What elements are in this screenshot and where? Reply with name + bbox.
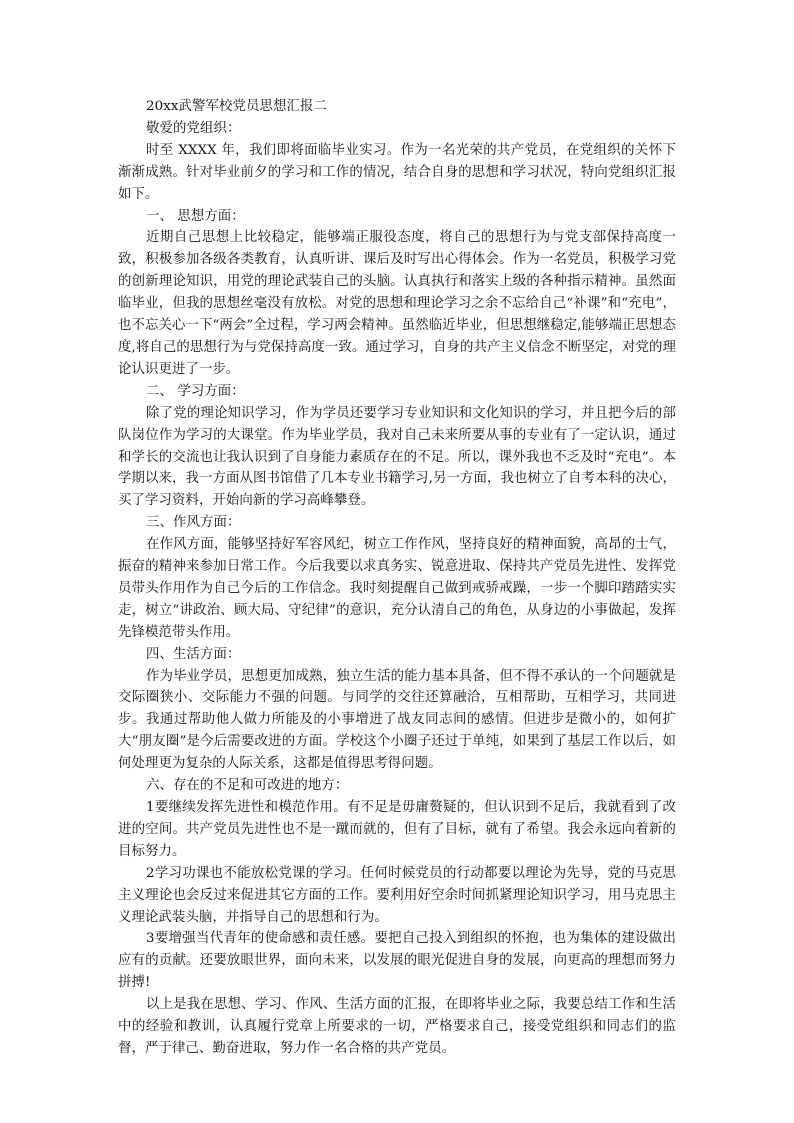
section-heading-style: 三、作风方面：: [146, 515, 241, 531]
section-heading-study: 二、 学习方面：: [146, 383, 245, 399]
section-heading-thought: 一、 思想方面：: [146, 208, 245, 224]
paragraph-point-2: 2学习功课也不能放松党课的学习。任何时候党员的行动都要以理论为先导，党的马克思主义理论也会反过来促进其它方面的工作。要利用好空余时间抓紧理论知识学习，用马克思主义理论武装头脑，并指导自己的思想和行为。: [118, 865, 676, 925]
section-heading-shortcomings: 六、存在的不足和可改进的地方：: [146, 778, 349, 794]
paragraph-life: 作为毕业学员，思想更加成熟，独立生活的能力基本具备，但不得不承认的一个问题就是交际圈狭小、交际能力不强的问题。与同学的交往还算融洽，互相帮助，互相学习，共同进步。我通过帮助他人做力所能及的小事增进了战友同志间的感情。但进步是微小的，如何扩大“朋友圈”是今后需要改进的方面。学校这个小圈子还过于单纯，如果到了基层工作以后，如何处理更为复杂的人际关系，这都是值得思考得问题。: [118, 668, 676, 772]
greeting: 敬爱的党组织：: [146, 120, 241, 136]
document-title: 20xx武警军校党员思想汇报二: [146, 99, 327, 114]
section-heading-life: 四、生活方面：: [146, 646, 241, 662]
paragraph-point-3: 3要增强当代青年的使命感和责任感。要把自己投入到组织的怀抱，也为集体的建设做出应有的贡献。还要放眼世界，面向未来，以发展的眼光促进自身的发展，向更高的理想而努力拼搏!: [118, 931, 676, 991]
paragraph-point-1: 1要继续发挥先进性和模范作用。有不足是毋庸赘疑的，但认识到不足后，我就看到了改进的空间。共产党员先进性也不是一蹴而就的，但有了目标，就有了希望。我会永远向着新的目标努力。: [118, 800, 676, 859]
paragraph-style: 在作风方面，能够坚持好军容风纪，树立工作作风，坚持良好的精神面貌，高昂的士气，振奋的精神来参加日常工作。今后我要以求真务实、锐意进取、保持共产党员先进性、发挥党员带头作用作为自己今后的工作信念。我时刻提醒自己做到戒骄戒躁，一步一个脚印踏踏实实走，树立“讲政治、顾大局、守纪律”的意识，充分认清自己的角色，从身边的小事做起，发挥先锋模范带头作用。: [118, 537, 676, 640]
paragraph-conclusion: 以上是我在思想、学习、作风、生活方面的汇报，在即将毕业之际，我要总结工作和生活中的经验和教训，认真履行党章上所要求的一切，严格要求自己，接受党组织和同志们的监督，严于律己、勤奋进取，努力作一名合格的共产党员。: [118, 997, 676, 1056]
document-page: [118, 96, 676, 1060]
paragraph-thought: 近期自己思想上比较稳定，能够端正服役态度，将自己的思想行为与党支部保持高度一致，积极参加各级各类教育，认真听讲、课后及时写出心得体会。作为一名党员，积极学习党的创新理论知识，用党的理论武装自己的头脑。认真执行和落实上级的各种指示精神。虽然面临毕业，但我的思想丝毫没有放松。对党的思想和理论学习之余不忘给自己“补课”和“充电”，也不忘关心一下“两会”全过程，学习两会精神。虽然临近毕业，但思想继稳定,能够端正思想态度,将自己的思想行为与党保持高度一致。通过学习，自身的共产主义信念不断坚定，对党的理论认识更进了一步。: [118, 230, 676, 377]
paragraph-study: 除了党的理论知识学习，作为学员还要学习专业知识和文化知识的学习，并且把今后的部队岗位作为学习的大课堂。作为毕业学员，我对自己未来所要从事的专业有了一定认识，通过和学长的交流也让我认识到了自身能力素质存在的不足。所以，课外我也不乏及时“充电”。本学期以来，我一方面从图书馆借了几本专业书籍学习,另一方面，我也树立了自考本科的决心，买了学习资料，开始向新的学习高峰攀登。: [118, 405, 676, 509]
paragraph-intro: 时至 XXXX 年，我们即将面临毕业实习。作为一名光荣的共产党员，在党组织的关怀下渐渐成熟。针对毕业前夕的学习和工作的情况，结合自身的思想和学习状况，特向党组织汇报如下。: [118, 142, 676, 202]
